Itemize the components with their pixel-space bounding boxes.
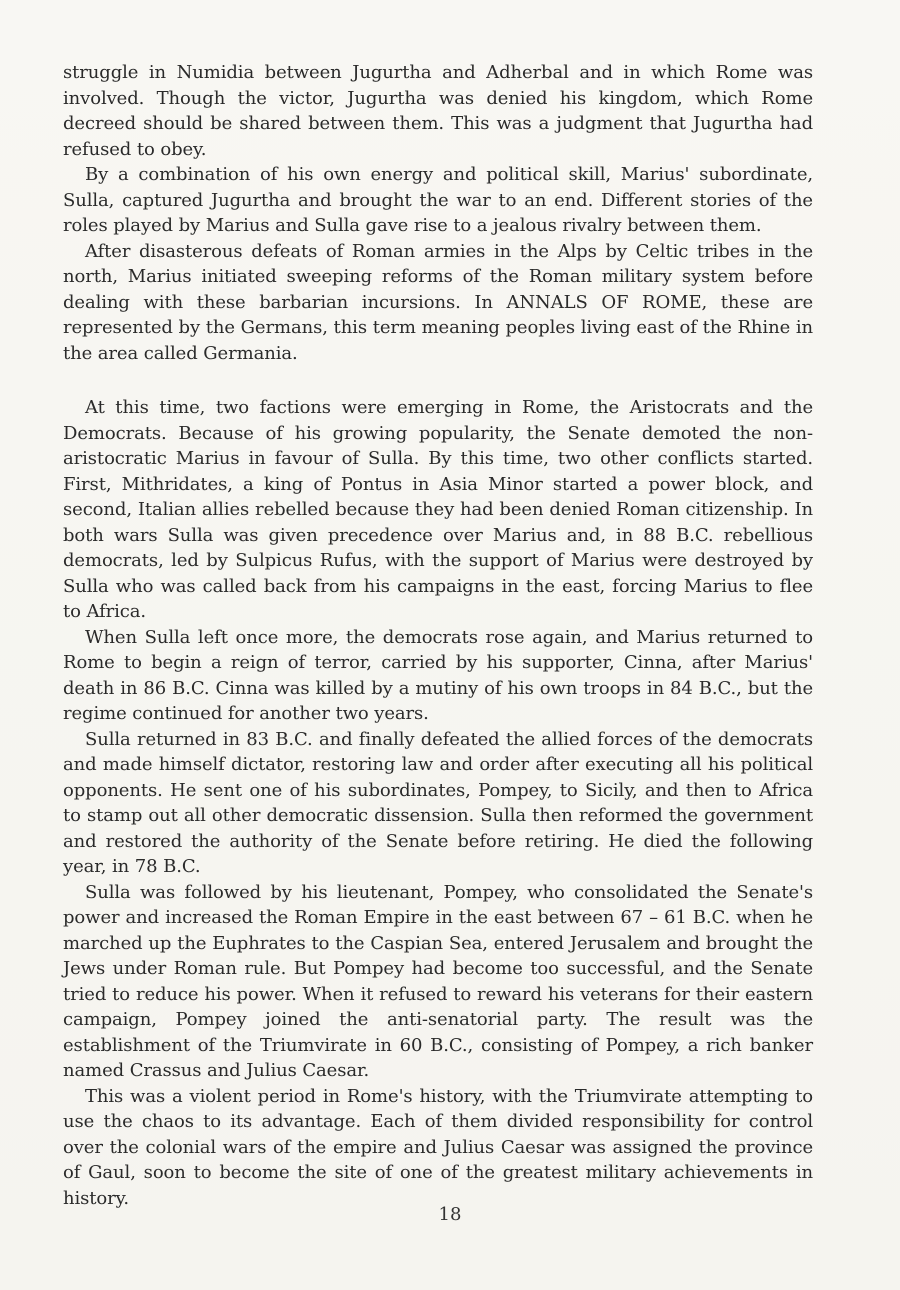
- text-section-1: [63, 60, 813, 366]
- paragraph-sulla-captures-jugurtha: By a combination of his own energy and political skill, Marius' subordinate, Sulla, captured Jugurtha and brought the war to an end. Different stories of the roles played by Marius and Sulla gave rise to a jealous rivalry between them.: [63, 164, 813, 236]
- paragraph-factions: At this time, two factions were emerging in Rome, the Aristocrats and the Democrats. Because of his growing popularity, the Senate demoted the non-aristocratic Marius in favour of Sulla. By this time, two other conflicts started. First, Mithridates, a king of Pontus in Asia Minor started a power block, and second, Italian allies rebelled because they had been denied Roman citizenship. In both wars Sulla was given precedence over Marius and, in 88 B.C. rebellious democrats, led by Sulpicus Rufus, with the support of Marius were destroyed by Sulla who was called back from his campaigns in the east, forcing Marius to flee to Africa.: [63, 397, 813, 622]
- paragraph-jugurtha-struggle: struggle in Numidia between Jugurtha and Adherbal and in which Rome was involved. Though the victor, Jugurtha was denied his kingdom, which Rome decreed should be shared between them. This was a judgment that Jugurtha had refused to obey.: [63, 62, 813, 160]
- paragraph-sulla-dictator: Sulla returned in 83 B.C. and finally defeated the allied forces of the democrats and made himself dictator, restoring law and order after executing all his political opponents. He sent one of his subordinates, Pompey, to Sicily, and then to Africa to stamp out all other democratic dissension. Sulla then reformed the government and restored the authority of the Senate before retiring. He died the following year, in 78 B.C.: [63, 728, 813, 877]
- page-number: 18: [438, 1204, 462, 1225]
- text-section-2: [63, 395, 813, 1211]
- paragraph-democrats-rise: When Sulla left once more, the democrats rose again, and Marius returned to Rome to begin a reign of terror, carried by his supporter, Cinna, after Marius' death in 86 B.C. Cinna was killed by a mutiny of his own troops in 84 B.C., but the regime continued for another two years.: [63, 626, 813, 724]
- paragraph-pompey: Sulla was followed by his lieutenant, Pompey, who consolidated the Senate's power and increased the Roman Empire in the east between 67 – 61 B.C. when he marched up the Euphrates to the Caspian Sea, entered Jerusalem and brought the Jews under Roman rule. But Pompey had become too successful, and the Senate tried to reduce his power. When it refused to reward his veterans for their eastern campaign, Pompey joined the anti-senatorial party. The result was the establishment of the Triumvirate in 60 B.C., consisting of Pompey, a rich banker named Crassus and Julius Caesar.: [63, 881, 813, 1081]
- paragraph-marius-reforms: After disasterous defeats of Roman armies in the Alps by Celtic tribes in the north, Marius initiated sweeping reforms of the Roman military system before dealing with these barbarian incursions. In ANNALS OF ROME, these are represented by the Germans, this term meaning peoples living east of the Rhine in the area called Germania.: [63, 240, 813, 364]
- paragraph-triumvirate: This was a violent period in Rome's history, with the Triumvirate attempting to use the chaos to its advantage. Each of them divided responsibility for control over the colonial wars of the empire and Julius Caesar was assigned the province of Gaul, soon to become the site of one of the greatest military achievements in history.: [63, 1085, 813, 1209]
